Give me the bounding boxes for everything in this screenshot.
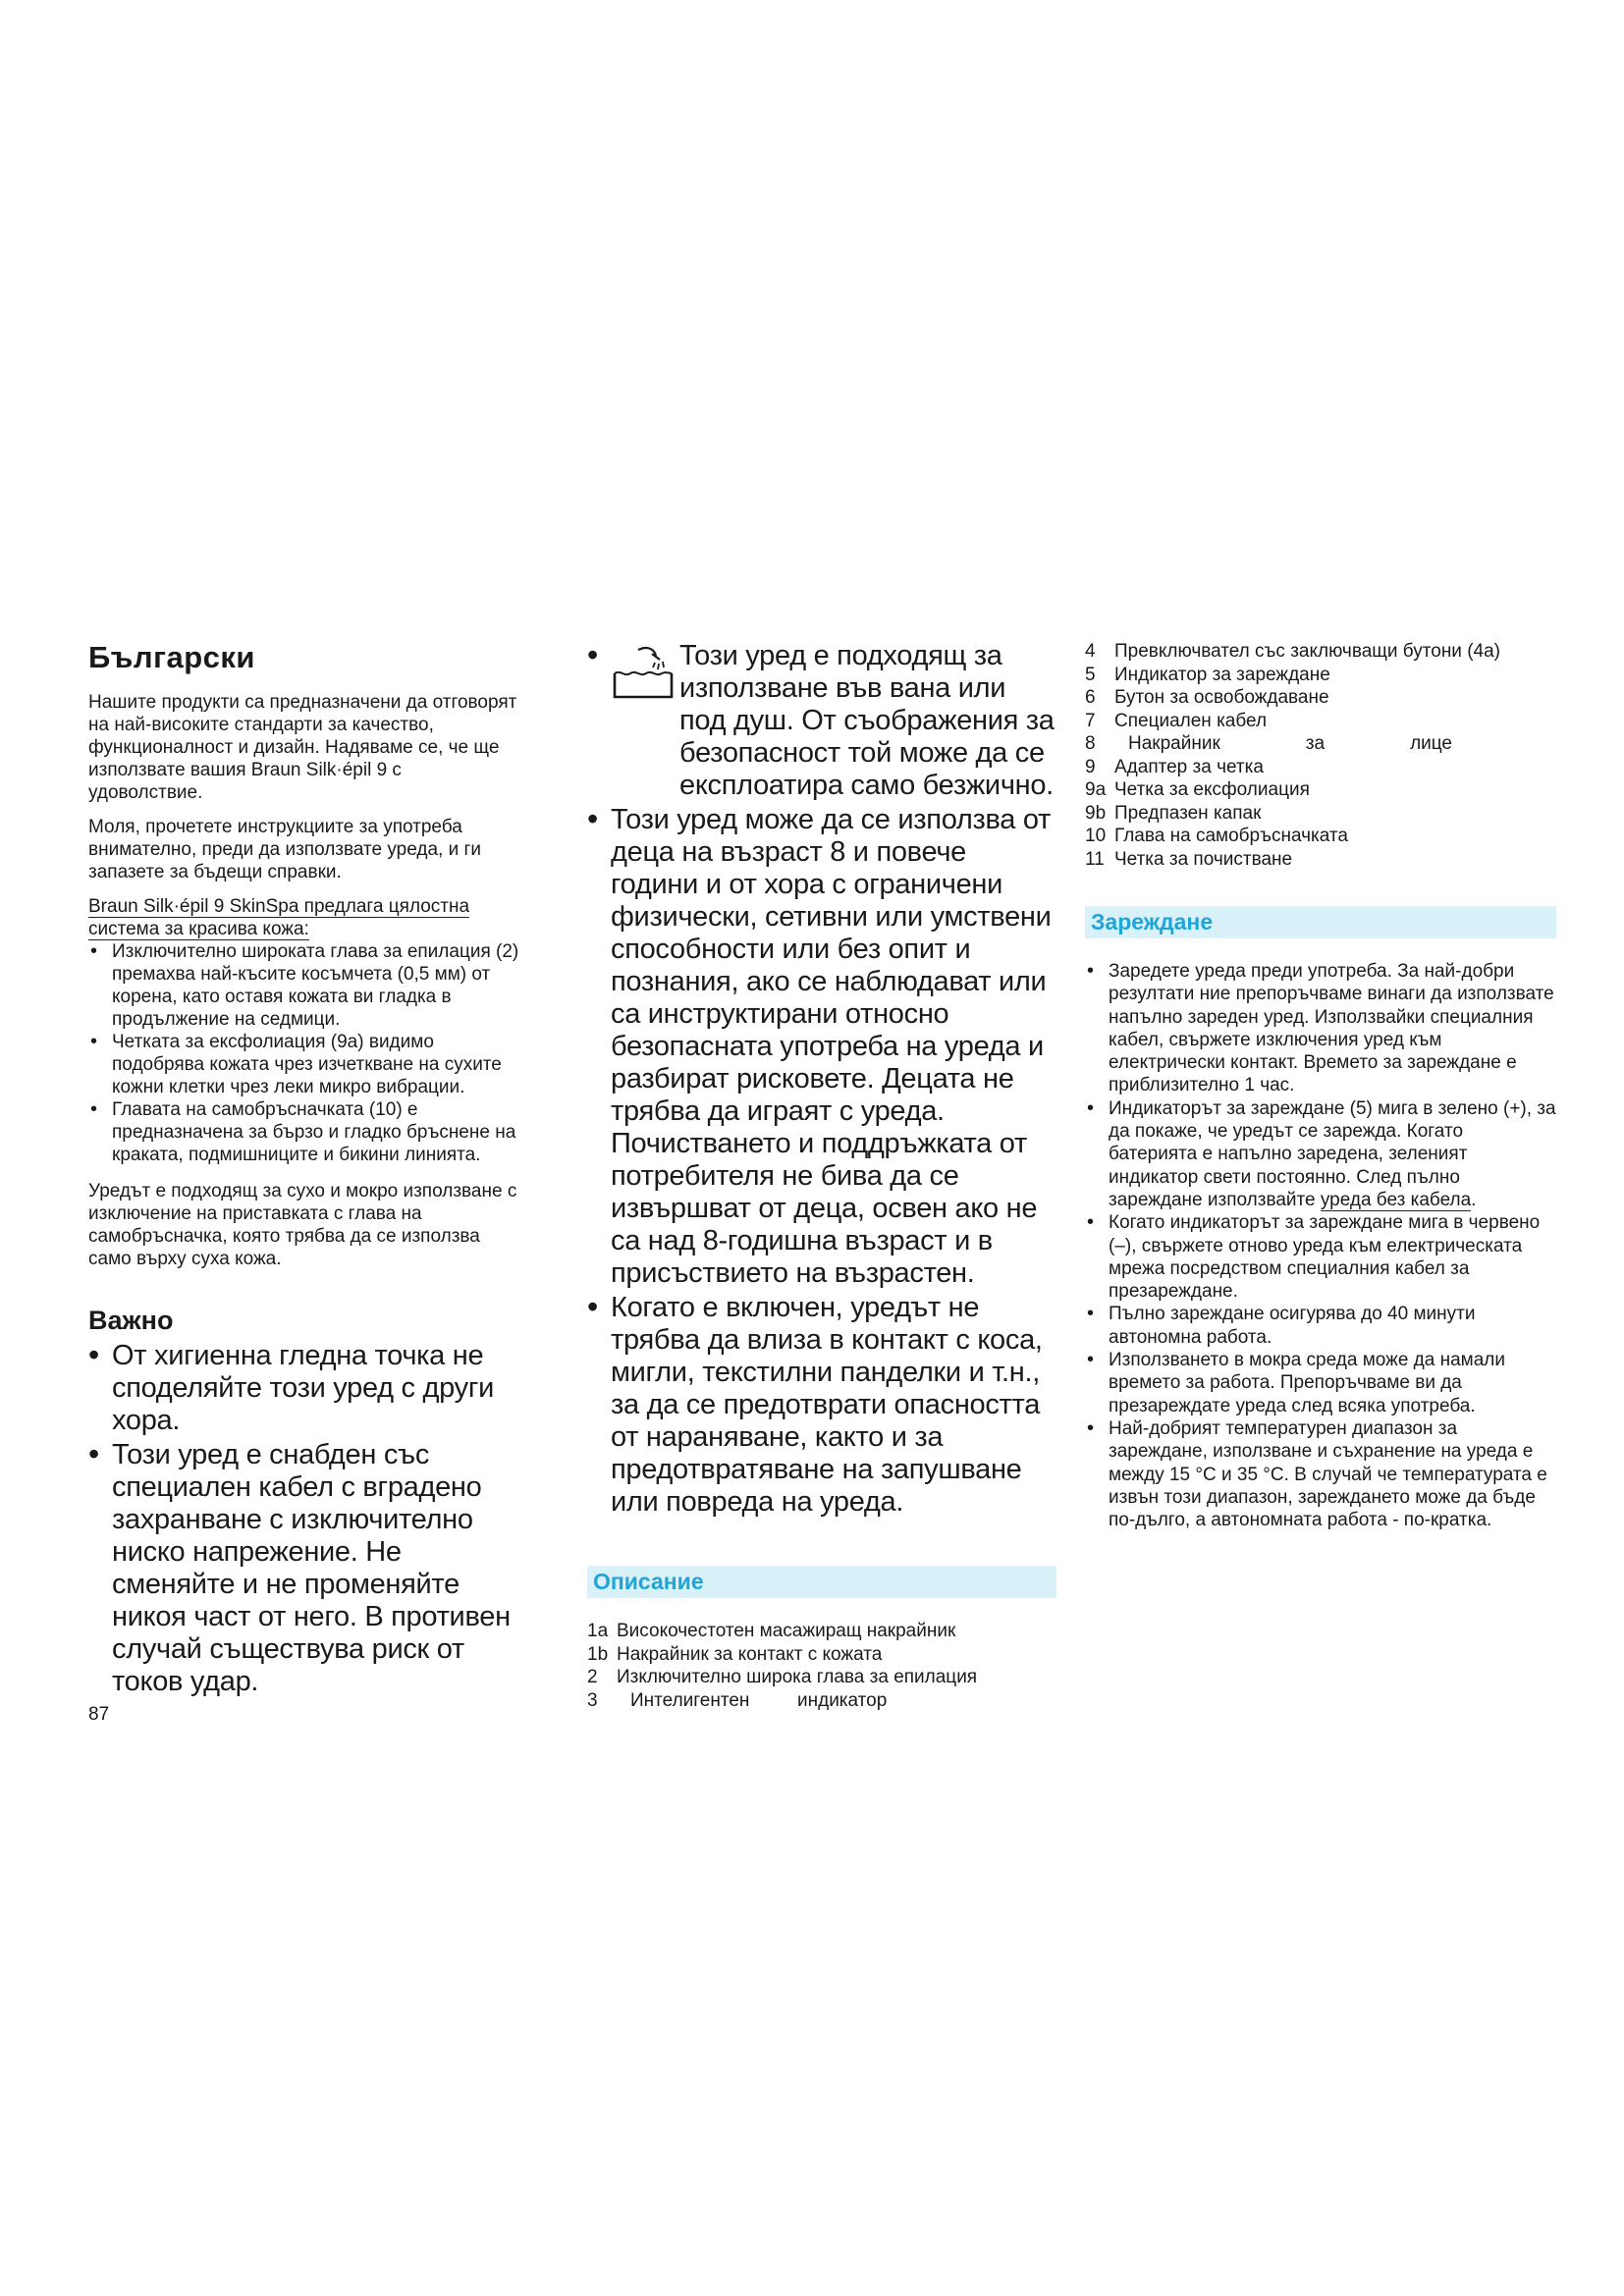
wet-dry-paragraph: Уредът е подходящ за сухо и мокро използване с изключение на приставката с глава на самобръсначка, която трябва да се използва само върху суха кожа. — [88, 1181, 517, 1269]
list-item: • Четката за ексфолиация (9a) видимо подобрява кожата чрез изчеткване на сухите кожни клетки чрез леки микро вибрации. — [88, 1031, 520, 1098]
list-item: 3 Интелигентен индикатор — [587, 1689, 888, 1711]
language-heading: Български — [88, 640, 255, 674]
list-item: 1b Накрайник за контакт с кожата — [587, 1643, 883, 1665]
list-item: 8 Накрайник за лице — [1085, 733, 1452, 754]
charging-heading: Зареждане — [1085, 906, 1556, 938]
list-item: 11 Четка за почистване — [1085, 848, 1293, 870]
cordless-link-text: уреда без кабела — [1320, 1189, 1472, 1210]
system-list — [88, 940, 520, 1166]
list-item: 7 Специален кабел — [1085, 710, 1268, 731]
intro-paragraph: Нашите продукти са предназначени да отговорят на най-високите стандарти за качество, функционалност и дизайн. Надяваме се, че ще използвате вашия Braun Silk·épil 9 с удоволствие. — [88, 692, 517, 803]
safety-list — [587, 640, 1056, 1519]
list-item: • Пълно зареждане осигурява до 40 минути автономна работа. — [1085, 1303, 1556, 1349]
bath-shower-icon — [609, 644, 677, 703]
important-list — [88, 1340, 520, 1698]
column-right — [1085, 640, 1556, 1531]
parts-list-a — [587, 1620, 1056, 1712]
list-item: 6 Бутон за освобождаване — [1085, 687, 1329, 708]
charging-list — [1085, 960, 1556, 1531]
list-item: • Изключително широката глава за епилация (2) премахва най-късите косъмчета (0,5 мм) от корена, като оставя кожата ви гладка в продължение на седмици. — [88, 940, 520, 1031]
list-item: 10 Глава на самобръсначката — [1085, 826, 1348, 846]
page-number: 87 — [88, 1704, 110, 1725]
list-item: • Този уред може да се използва от деца на възраст 8 и повече години и от хора с ограничени физически, сетивни или умствени способности или без опит и познания, ако се наблюдават или са инструктирани относно безопасната употреба на уреда и разбират рисковете. Децата не трябва да играят с уреда. Почистването и поддръжката от потребителя не бива да се извършват от деца, освен ако не са над 8-годишна възраст и в присъствието на възрастен. — [587, 804, 1056, 1290]
list-item: • Използването в мокра среда може да намали времето за работа. Препоръчваме ви да презареждате уреда след всяка употреба. — [1085, 1349, 1556, 1417]
list-item: • Главата на самобръсначката (10) е предназначена за бързо и гладко бръснене на краката, подмишниците и бикини линията. — [88, 1098, 520, 1166]
list-item: • Заредете уреда преди употреба. За най-добри резултати ние препоръчваме винаги да използвате напълно зареден уред. Използвайки специалния кабел, свържете изключения уред към електрически контакт. Времето за зареждане е приблизително 1 час. — [1085, 960, 1556, 1097]
list-item: 9 Адаптер за четка — [1085, 756, 1264, 777]
parts-list-b — [1085, 640, 1556, 871]
description-heading: Описание — [587, 1566, 1056, 1598]
column-left — [88, 640, 520, 1726]
list-item: • Най-добрият температурен диапазон за зареждане, използване и съхранение на уреда е между 15 °C и 35 °C. В случай че температурата е извън този диапазон, зареждането може да бъде по-дълго, а автономната работа - по-кратка. — [1085, 1417, 1556, 1531]
list-item: • Когато е включен, уредът не трябва да влиза в контакт с коса, мигли, текстилни панделки и т.н., за да се предотврати опасността от нараняване, както и за предотвратяване на запушване или повреда на уреда. — [587, 1292, 1056, 1519]
list-item: 9a Четка за ексфолиация — [1085, 779, 1310, 800]
important-heading: Важно — [88, 1306, 174, 1335]
read-instructions-paragraph: Моля, прочетете инструкциите за употреба внимателно, преди да използвате уреда, и ги запазете за бъдещи справки. — [88, 817, 482, 882]
list-item: • Този уред е снабден със специален кабел с вградено захранване с изключително ниско напрежение. Не сменяйте и не променяйте никоя част от него. В противен случай съществува риск от токов удар. — [88, 1439, 520, 1698]
list-item: 1a Високочестотен масажиращ накрайник — [587, 1621, 956, 1641]
list-item: 9b Предпазен капак — [1085, 802, 1262, 824]
list-item: • Този уред е подходящ за използване във вана или под душ. От съображения за безопасност той може да се експлоатира само безжично. — [587, 640, 1056, 802]
list-item: • Когато индикаторът за зареждане мига в червено (–), свържете отново уреда към електрическата мрежа посредством специалния кабел за презареждане. — [1085, 1211, 1556, 1303]
list-item: 2 Изключително широка глава за епилация — [587, 1667, 978, 1687]
list-item: • От хигиенна гледна точка не споделяйте този уред с други хора. — [88, 1340, 520, 1437]
list-item: • Индикаторът за зареждане (5) мига в зелено (+), за да покаже, че уредът се зарежда. Когато батерията е напълно заредена, зеленият индикатор свети постоянно. След пълно зареждане използвайте уреда без кабела. — [1085, 1097, 1556, 1211]
column-middle — [587, 640, 1056, 1712]
list-item: 4 Превключвател със заключващи бутони (4a) — [1085, 641, 1500, 662]
list-item: 5 Индикатор за зареждане — [1085, 664, 1330, 685]
system-title: Braun Silk·épil 9 SkinSpa предлага цялостна система за красива кожа: — [88, 896, 470, 939]
